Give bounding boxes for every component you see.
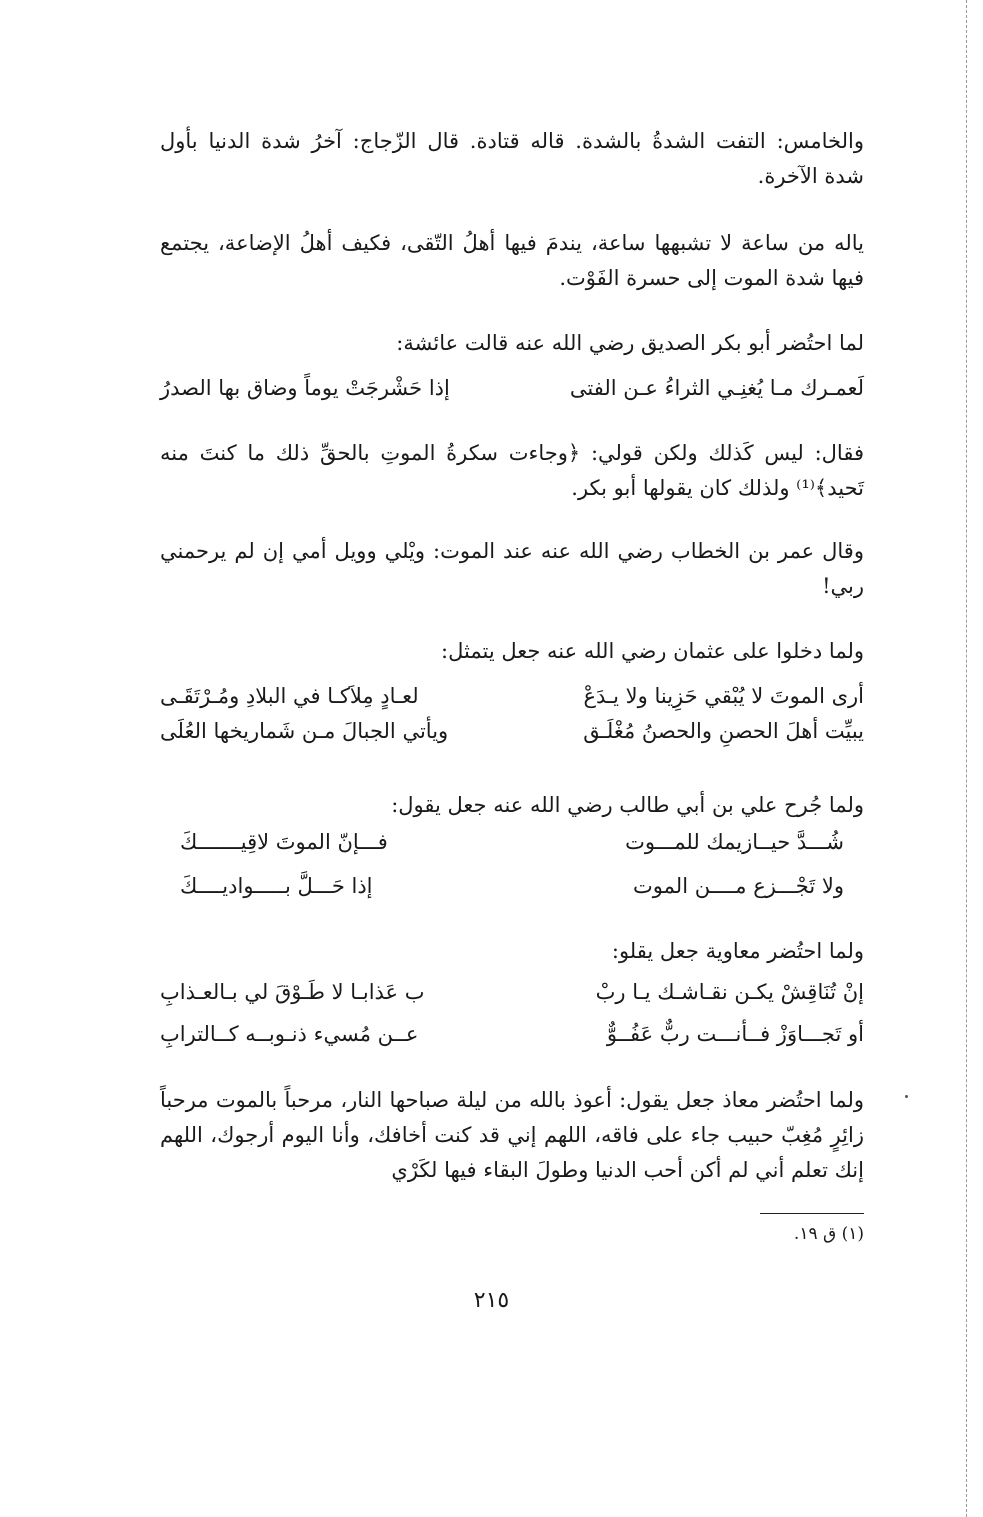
paragraph-1: والخامس: التفت الشدةُ بالشدة. قاله قتادة. قال الزّجاج: آخرُ شدة الدنيا بأول شدة الآخرة.	[160, 129, 864, 188]
verse-aisha	[160, 376, 864, 410]
verse-hemistich-first: لَعمـرك مـا يُغنِـي الثراءُ عـن الفتى	[569, 376, 864, 400]
page-number: ٢١٥	[473, 1288, 510, 1313]
verse-muawiya-1	[160, 980, 864, 1014]
paragraph-9: ولما احتُضر معاذ جعل يقول: أعوذ بالله من ليلة صباحها النار، مرحباً بالموت مرحباً زائِرٍ مُغِبّ حبيب جاء على فاقه، اللهم إني قد كنت أخافك، وأنا اليوم أرجوك، اللهم إنك تعلم أني لم أكن أحب الدنيا وطولَ البقاء فيها لكَرْي	[160, 1088, 864, 1182]
verse-hemistich-first: شُـــدَّ حيــازيمك للمـــوت	[625, 830, 844, 854]
paragraph-8: ولما احتُضر معاوية جعل يقلو:	[611, 939, 864, 963]
paragraph-6: ولما دخلوا على عثمان رضي الله عنه جعل يتمثل:	[441, 639, 864, 663]
footnote: (١) ق ١٩.	[793, 1224, 864, 1244]
paragraph-3: لما احتُضر أبو بكر الصديق رضي الله عنه قالت عائشة:	[396, 331, 864, 355]
verse-uthman-1	[160, 684, 864, 718]
verse-ali-1	[160, 830, 864, 864]
verse-hemistich-first: ولا تَجْـــزع مــــن الموت	[633, 874, 844, 898]
footnote-divider	[760, 1213, 864, 1214]
verse-hemistich-second: لعـادٍ مِلاَكـا في البلادِ ومُـرْتَقَـى	[160, 684, 419, 708]
paragraph-2: ياله من ساعة لا تشبهها ساعة، يندمَ فيها أهلُ التّقى، فكيف أهلُ الإضاعة، يجتمع فيها شدة الموت إلى حسرة الفَوْت.	[160, 231, 864, 290]
verse-hemistich-second: ويأتي الجبالَ مـن شَماريخها العُلَى	[160, 719, 449, 743]
paragraph-5: وقال عمر بن الخطاب رضي الله عنه عند الموت: ويْلي وويل أمي إن لم يرحمني ربي!	[160, 539, 864, 598]
verse-muawiya-2	[160, 1022, 864, 1056]
verse-hemistich-first: أو تَجـــاوَزْ فــأنـــت ربٌّ عَفُــوٌّ	[606, 1022, 864, 1046]
verse-hemistich-second: ب عَذابـا لا طَـوْقَ لي بـالعـذابِ	[160, 980, 425, 1004]
verse-hemistich-first: يبيِّت أهلَ الحصنِ والحصنُ مُغْلَـق	[583, 719, 864, 743]
verse-hemistich-second: إذا حَـــلَّ بـــــواديــــكَ	[180, 874, 373, 898]
verse-hemistich-first: إنْ تُنَاقِشْ يكـن نقـاشـك يـا ربْ	[595, 980, 864, 1004]
verse-uthman-2	[160, 719, 864, 753]
paragraph-7: ولما جُرح علي بن أبي طالب رضي الله عنه جعل يقول:	[391, 793, 864, 817]
verse-ali-2	[160, 874, 864, 908]
verse-hemistich-second: إذا حَشْرجَتْ يوماً وضاق بها الصدرُ	[160, 376, 450, 400]
paragraph-4: فقال: ليس كَذلك ولكن قولي: ﴿وجاءت سكرةُ الموتِ بالحقِّ ذلك ما كنتَ منه تَحيد﴾⁽¹⁾ ولذلك كان يقولها أبو بكر.	[160, 441, 864, 500]
verse-hemistich-first: أرى الموتَ لا يُبْقي حَزِينا ولا يـدَعْ	[583, 684, 864, 708]
verse-hemistich-second: عــن مُسيء ذنـوبــه كــالترابِ	[160, 1022, 419, 1046]
margin-mark	[905, 1095, 908, 1098]
verse-hemistich-second: فـــإنّ الموتَ لاقِيـــــــكَ	[180, 830, 388, 854]
